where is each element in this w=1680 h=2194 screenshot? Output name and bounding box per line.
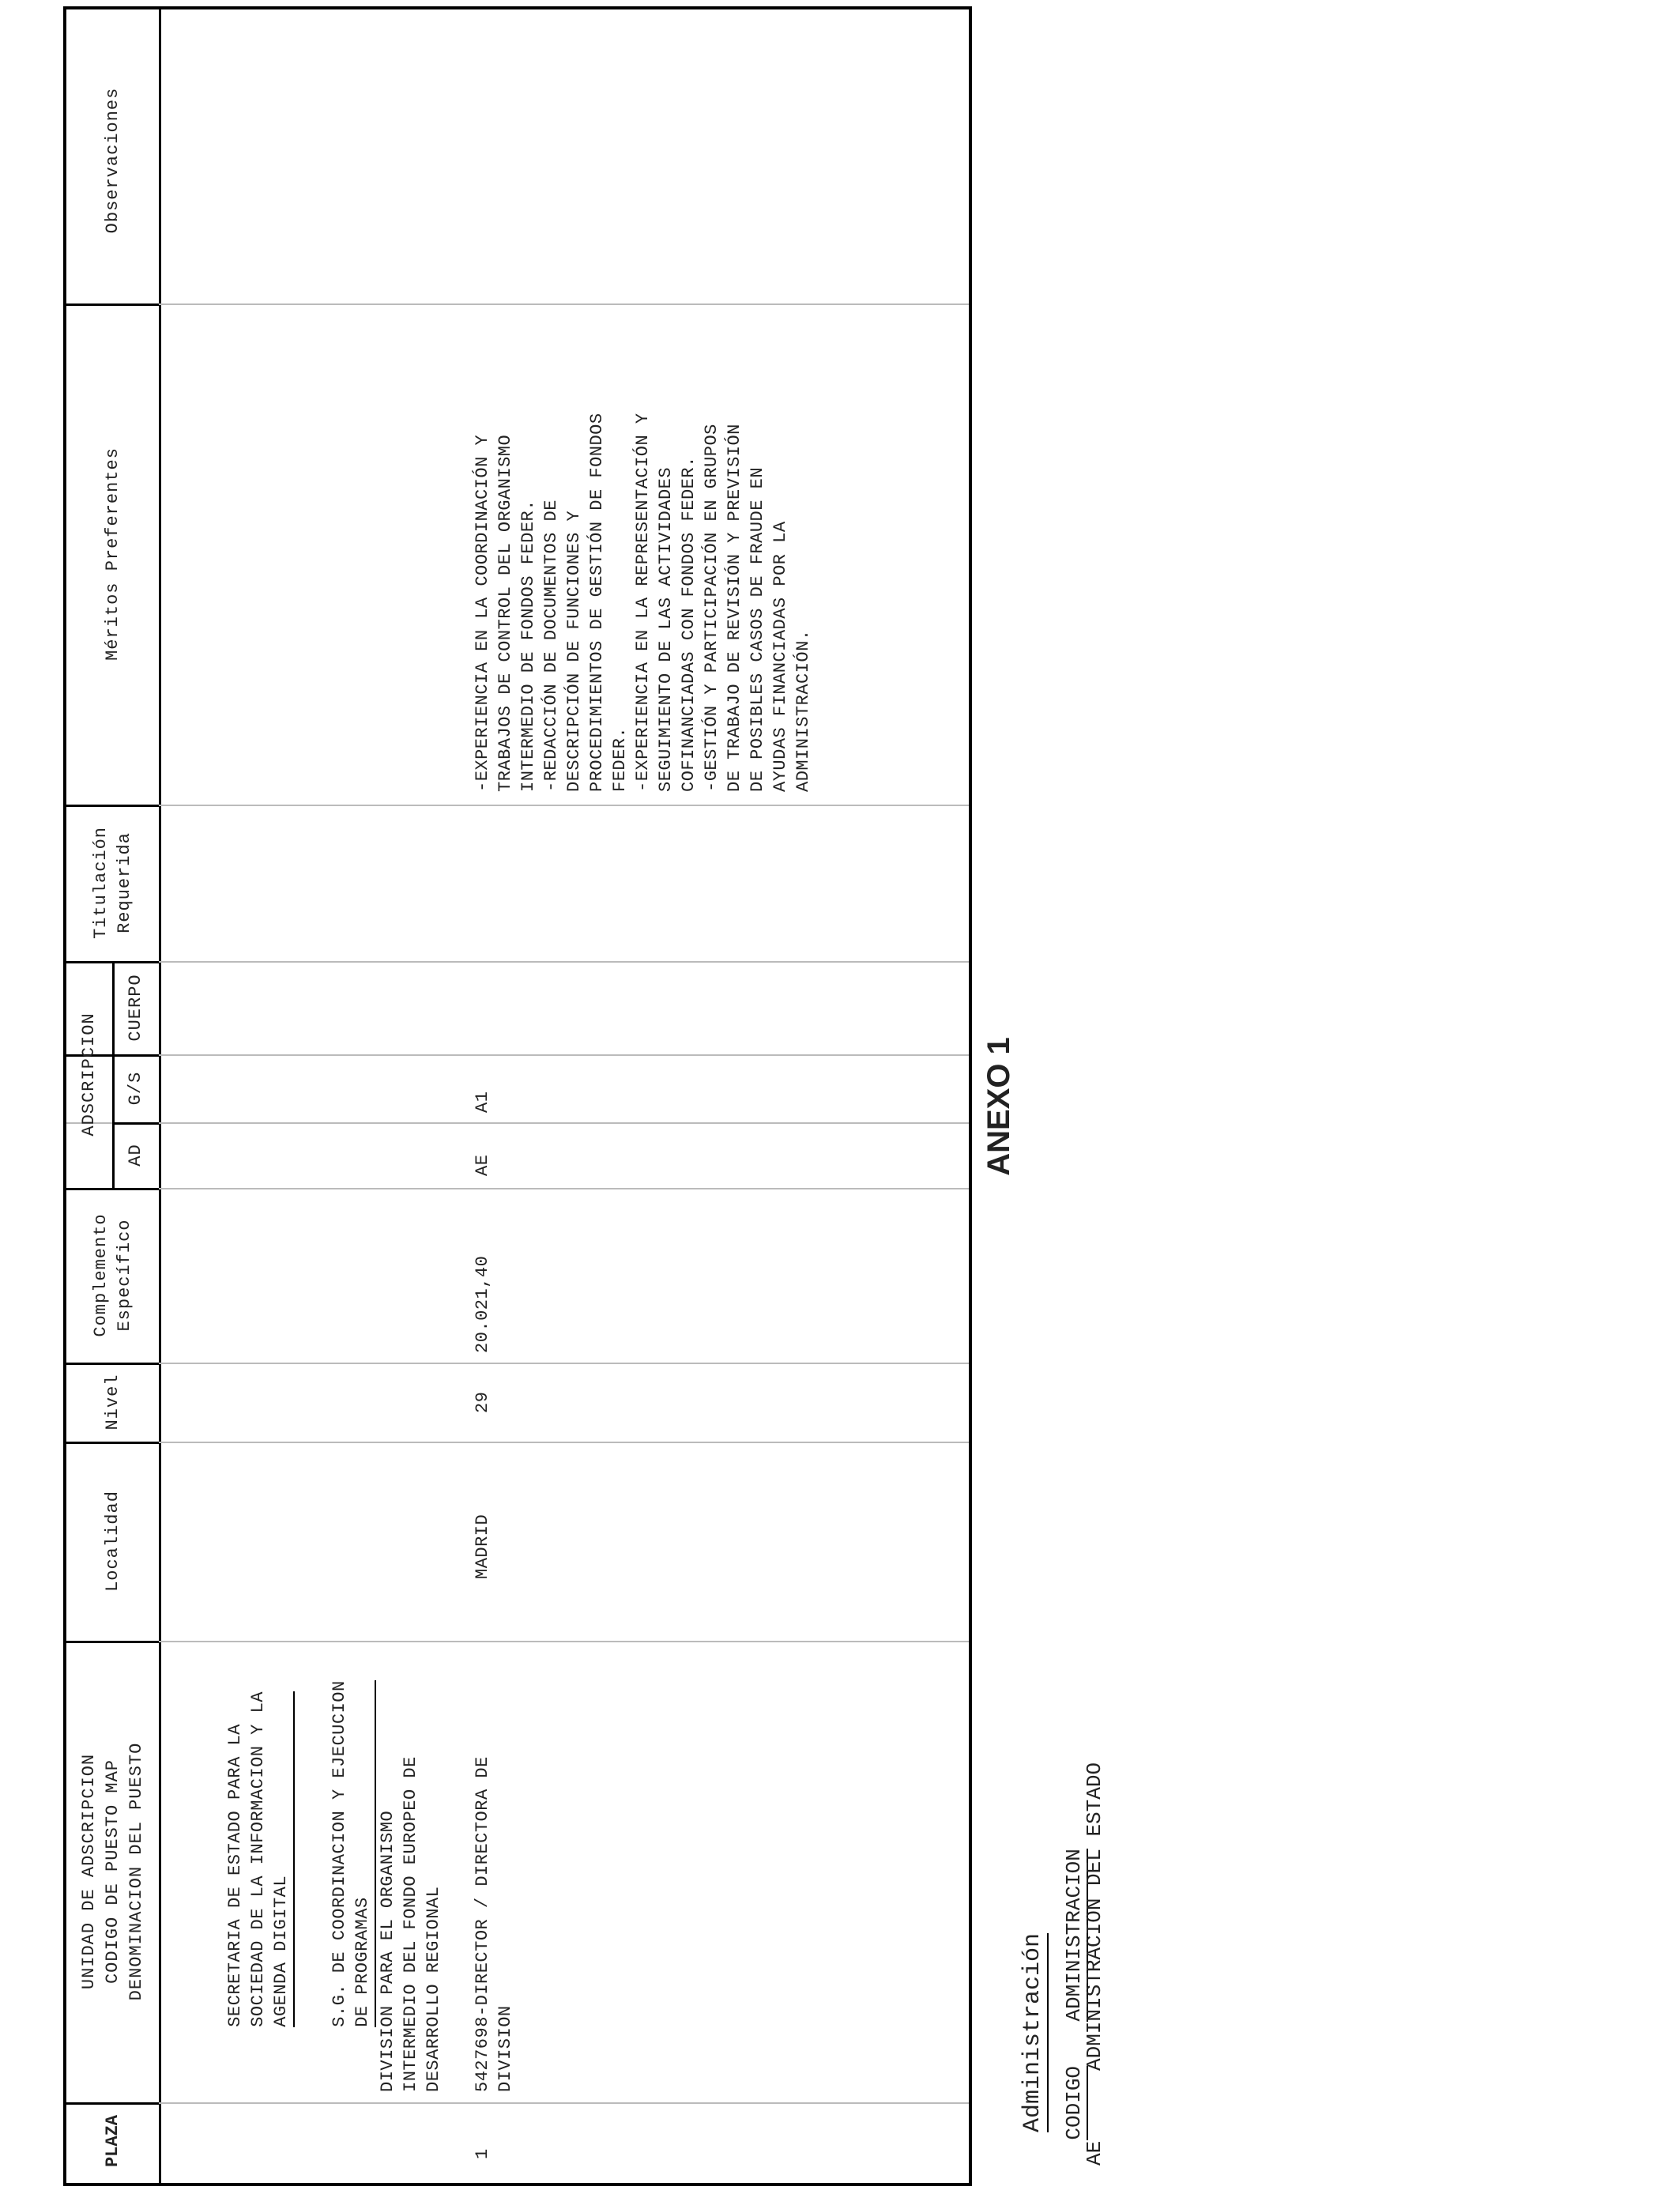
col-sep-cuerpo — [66, 1054, 969, 1056]
col-sep-unidad — [66, 2102, 969, 2104]
row-plaza: 1 — [473, 2148, 492, 2159]
row-meritos: -EXPERIENCIA EN LA COORDINACIÓN Y TRABAJOS DE CONTROL DEL ORGANISMO INTERMEDIO DE FONDOS FEDER. -REDACCIÓN DE DOCUMENTOS DE DESCRIPCIÓN DE FUNCIONES Y PROCEDIMIENTOS DE GESTIÓN DE FONDOS FEDER. -EXPERIENCIA EN LA REPRESENTACIÓN Y SEGUIMIENTO DE LAS ACTIVIDADES COFINANCIADAS CON FONDOS FEDER. -GESTIÓN Y PARTICIPACIÓN EN GRUPOS DE TRABAJO DE REVISIÓN Y PREVISIÓN DE POSIBLES CASOS DE FRAUDE EN AYUDAS FINANCIADAS POR LA ADMINISTRACIÓN. — [473, 413, 813, 792]
row-puesto: 5427698-DIRECTOR / DIRECTORA DE DIVISION — [473, 1756, 515, 2092]
header-cuerpo: CUERPO — [125, 974, 145, 1042]
page-title: ANEXO 1 — [981, 1037, 1016, 1176]
header-separator — [159, 9, 161, 2183]
col-sep-localidad — [66, 1641, 969, 1642]
legend-code: AE — [1083, 2140, 1106, 2166]
row-complemento: 20.021,40 — [473, 1255, 492, 1353]
legend-heading: Administración — [1019, 1933, 1049, 2132]
legend-code-header: CODIGO — [1062, 2066, 1088, 2140]
header-titulacion: Titulación Requerida — [90, 826, 134, 940]
col-sep-complemento — [66, 1363, 969, 1364]
row-localidad: MADRID — [473, 1514, 492, 1579]
unit-division: DIVISION PARA EL ORGANISMO INTERMEDIO DEL FONDO EUROPEO DE DESARROLLO REGIONAL — [378, 1756, 443, 2092]
unit-subdireccion: S.G. DE COORDINACION Y EJECUCION DE PROGRAMAS — [328, 1680, 376, 2026]
header-plaza: PLAZA — [102, 2115, 122, 2168]
row-cuerpo: A1 — [473, 1091, 492, 1113]
col-sep-gs — [66, 1122, 969, 1124]
col-sep-nivel — [66, 1442, 969, 1443]
header-nivel: Nivel — [102, 1374, 122, 1431]
col-sep-meritos — [66, 805, 969, 806]
legend-name-header: ADMINISTRACION — [1062, 1849, 1088, 2021]
header-complemento: Complemento Específico — [90, 1213, 134, 1337]
header-meritos: Méritos Preferentes — [102, 447, 122, 661]
header-ad: AD — [125, 1144, 145, 1167]
col-sep-titulacion — [66, 961, 969, 963]
header-observaciones: Observaciones — [102, 87, 122, 234]
legend-name: ADMINISTRACION DEL ESTADO — [1083, 1762, 1106, 2071]
col-sep-observaciones — [66, 303, 969, 305]
header-localidad: Localidad — [102, 1491, 122, 1592]
row-nivel: 29 — [473, 1391, 492, 1413]
header-gs: G/S — [125, 1071, 145, 1106]
row-ad: AE — [473, 1154, 492, 1176]
header-unidad: UNIDAD DE ADSCRIPCION CODIGO DE PUESTO MAP DENOMINACION DEL PUESTO — [78, 1742, 146, 2001]
header-adscripcion: ADSCRIPCION — [79, 1012, 99, 1137]
positions-table — [63, 6, 972, 2186]
unit-secretaria: SECRETARIA DE ESTADO PARA LA SOCIEDAD DE LA INFORMACION Y LA AGENDA DIGITAL — [224, 1691, 295, 2027]
col-sep-ad — [66, 1188, 969, 1189]
